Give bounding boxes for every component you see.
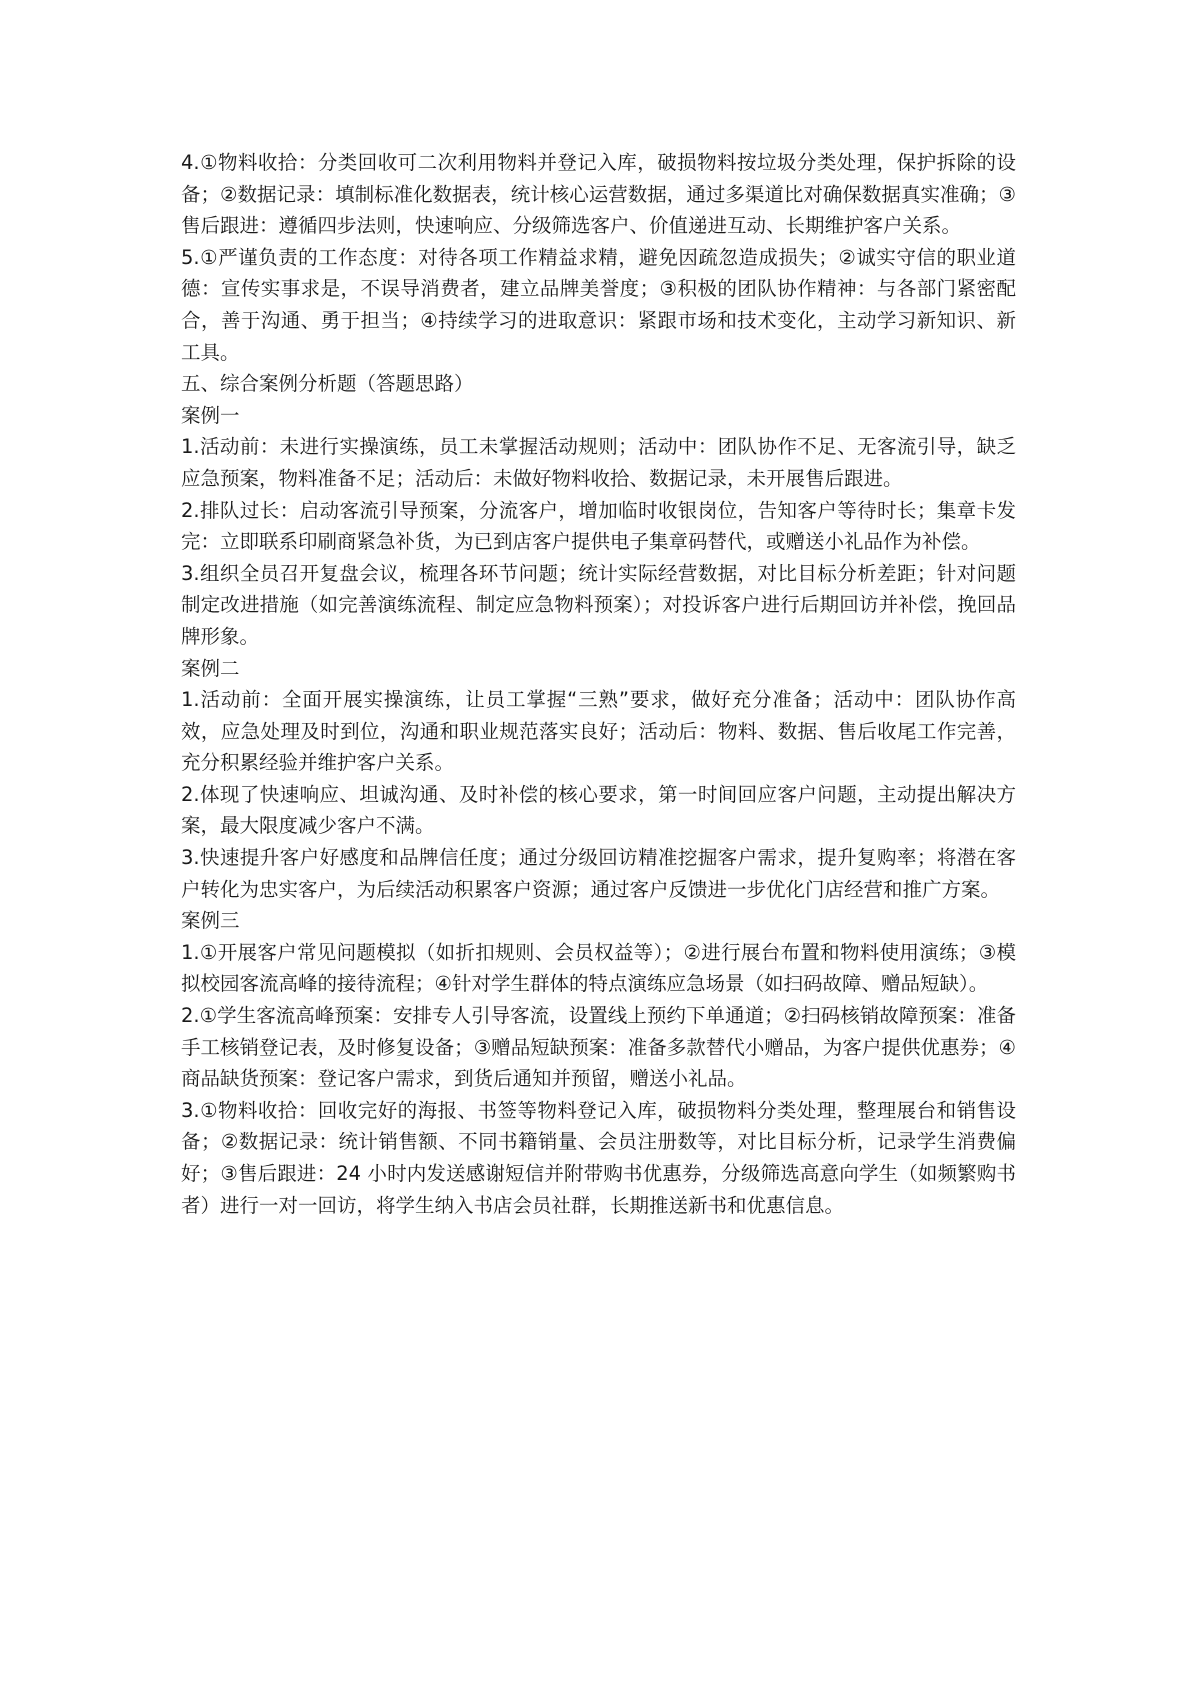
answer-5-paragraph: 5.①严谨负责的工作态度：对待各项工作精益求精，避免因疏忽造成损失；②诚实守信的职业道德：宣传实事求是，不误导消费者，建立品牌美誉度；③积极的团队协作精神：与各部门紧密配合，善于沟通、勇于担当；④持续学习的进取意识：紧跟市场和技术变化，主动学习新知识、新工具。 — [181, 245, 1016, 364]
case-3-answer-2: 2.①学生客流高峰预案：安排专人引导客流，设置线上预约下单通道；②扫码核销故障预案：准备手工核销登记表，及时修复设备；③赠品短缺预案：准备多款替代小赠品，为客户提供优惠券；④商品缺货预案：登记客户需求，到货后通知并预留，赠送小礼品。 — [181, 1004, 1016, 1091]
case-1-answer-1: 1.活动前：未进行实操演练，员工未掌握活动规则；活动中：团队协作不足、无客流引导，缺乏应急预案，物料准备不足；活动后：未做好物料收拾、数据记录，未开展售后跟进。 — [181, 435, 1016, 490]
case-3-heading: 案例三 — [181, 909, 240, 933]
section-heading: 五、综合案例分析题（答题思路） — [181, 372, 474, 396]
case-1-answer-2: 2.排队过长：启动客流引导预案，分流客户，增加临时收银岗位，告知客户等待时长；集章卡发完：立即联系印刷商紧急补货，为已到店客户提供电子集章码替代，或赠送小礼品作为补偿。 — [181, 498, 1016, 554]
case-2-answer-2: 2.体现了快速响应、坦诚沟通、及时补偿的核心要求，第一时间回应客户问题，主动提出解决方案，最大限度减少客户不满。 — [181, 782, 1016, 838]
case-2-answer-3: 3.快速提升客户好感度和品牌信任度；通过分级回访精准挖掘客户需求，提升复购率；将潜在客户转化为忠实客户，为后续活动积累客户资源；通过客户反馈进一步优化门店经营和推广方案。 — [181, 846, 1016, 901]
answer-4-paragraph: 4.①物料收拾：分类回收可二次利用物料并登记入库，破损物料按垃圾分类处理，保护拆除的设备；②数据记录：填制标准化数据表，统计核心运营数据，通过多渠道比对确保数据真实准确；③售后跟进：遵循四步法则，快速响应、分级筛选客户、价值递进互动、长期维护客户关系。 — [181, 151, 1016, 238]
case-2-answer-1: 1.活动前：全面开展实操演练，让员工掌握“三熟”要求，做好充分准备；活动中：团队协作高效，应急处理及时到位，沟通和职业规范落实良好；活动后：物料、数据、售后收尾工作完善，充分积累经验并维护客户关系。 — [181, 688, 1016, 775]
case-3-answer-3: 3.①物料收拾：回收完好的海报、书签等物料登记入库，破损物料分类处理，整理展台和销售设备；②数据记录：统计销售额、不同书籍销量、会员注册数等，对比目标分析，记录学生消费偏好；③售后跟进：24 小时内发送感谢短信并附带购书优惠券，分级筛选高意向学生（如频繁购书者）进行一对一回访，将学生纳入书店会员社群，长期推送新书和优惠信息。 — [181, 1098, 1016, 1217]
case-1-heading: 案例一 — [181, 403, 240, 427]
case-2-heading: 案例二 — [181, 656, 240, 680]
case-3-answer-1: 1.①开展客户常见问题模拟（如折扣规则、会员权益等）；②进行展台布置和物料使用演练；③模拟校园客流高峰的接待流程；④针对学生群体的特点演练应急场景（如扫码故障、赠品短缺）。 — [181, 940, 1016, 996]
document-body — [181, 147, 1016, 1221]
case-1-answer-3: 3.组织全员召开复盘会议，梳理各环节问题；统计实际经营数据，对比目标分析差距；针对问题制定改进措施（如完善演练流程、制定应急物料预案）；对投诉客户进行后期回访并补偿，挽回品牌形象。 — [181, 561, 1016, 648]
